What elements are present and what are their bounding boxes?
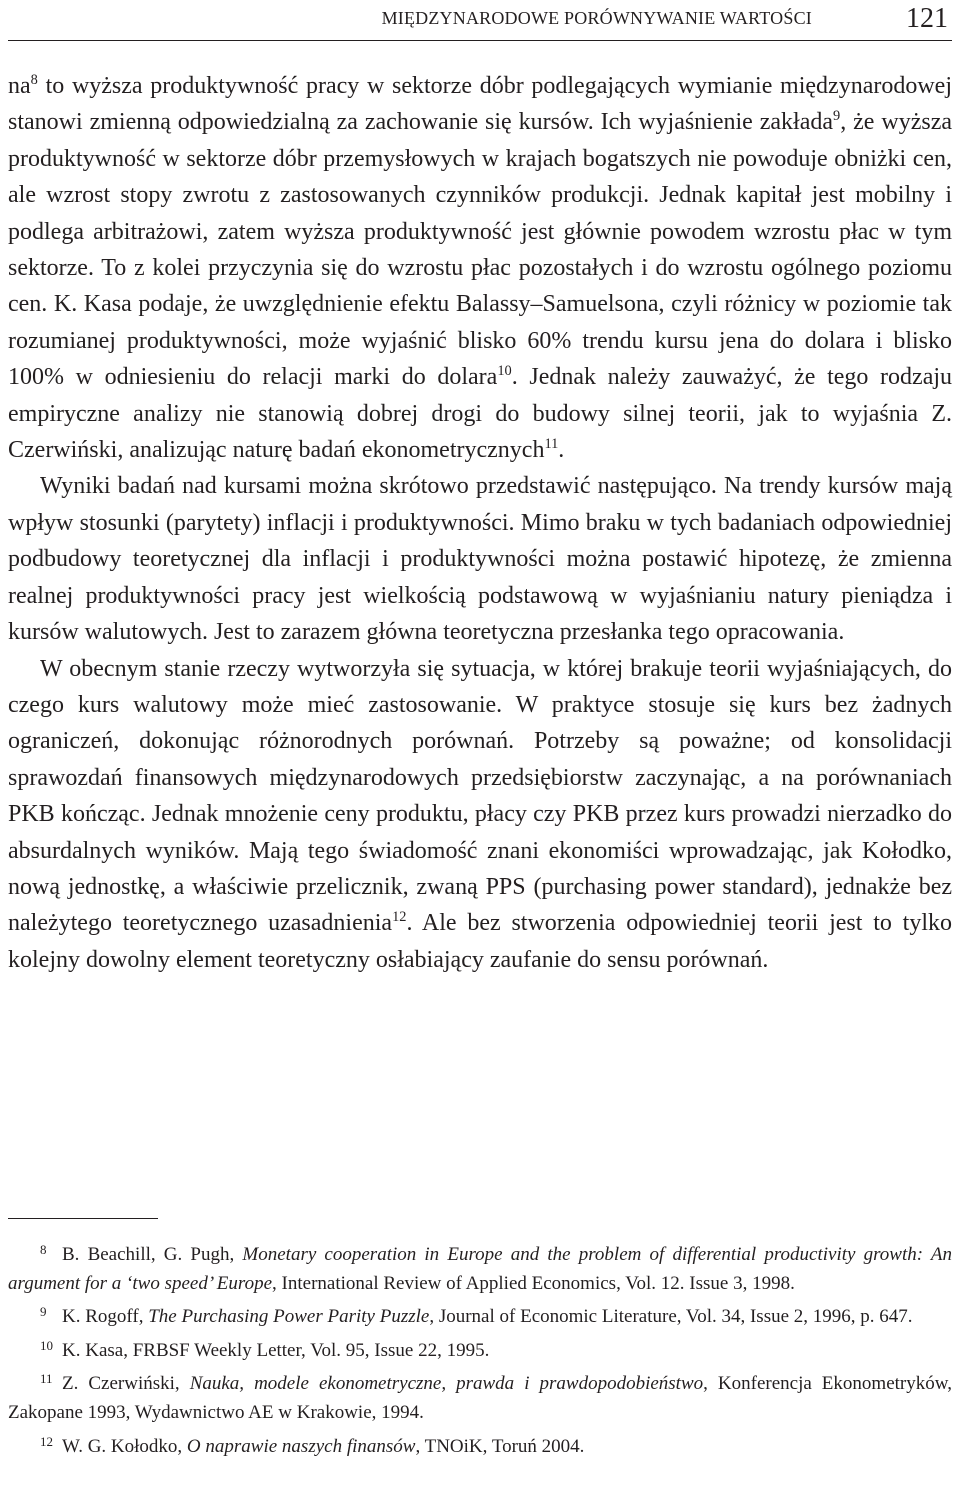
- paragraph-1-text-a: na: [8, 73, 31, 99]
- footnote-source: , Konferencja Ekonometryków, Zakopane 1993, Wydawnictwo AE w Krakowie, 1994.: [8, 1373, 952, 1423]
- footnote-author: W. G. Kołodko,: [62, 1435, 187, 1457]
- footnote-ref-8[interactable]: 8: [30, 72, 38, 88]
- paragraph-3: [8, 651, 952, 979]
- paragraph-1-text-e: .: [558, 437, 565, 464]
- footnote-11: [8, 1365, 952, 1427]
- paragraph-1-text-d: . Jednak należy zauważyć, że tego rodzaju empiryczne analizy nie stanowią dobrej drogi do budowy silnej teorii, jak to wyjaśnia Z. Czerwiński, analizując naturę badań ekonometrycznych: [8, 364, 953, 464]
- footnote-number: 8: [40, 1242, 47, 1257]
- paragraph-3-text-a: W obecnym stanie rzeczy wytworzyła się sytuacja, w której brakuje teorii wyjaśniających, do czego kurs walutowy może mieć zastosowanie. W praktyce stosuje się kurs bez żadnych ograniczeń, dokonując różnorodnych porównań. Potrzeby są poważne; od konsolidacji sprawozdań finansowych międzynarodowych przedsiębiorstw zaczynając, a na porównaniach PKB kończąc. Jednak mnożenie ceny produktu, płacy czy PKB przez kurs prowadzi nierzadko do absurdalnych wyników. Mają tego świadomość znani ekonomiści wprowadzając, jak Kołodko, nową jednostkę, a właściwie przelicznik, zwaną PPS (purchasing power standard), jednakże bez należytego teoretycznego uzasadnienia: [8, 655, 952, 937]
- footnote-author: B. Beachill, G. Pugh,: [62, 1244, 243, 1265]
- footnote-author: Z. Czerwiński,: [62, 1373, 190, 1395]
- paragraph-1-text-c: , że wyższa produktywność w sektorze dóbr przemysłowych w krajach bogatszych nie powoduje obniżki cen, ale wzrost stopy zwrotu z zastosowanych czynników produkcji. Jednak kapitał jest mobilny i podlega arbitrażowi, zatem wyższa produktywność jest głównie powodem wzrostu płac w tym sektorze. To z kolei przyczynia się do wzrostu płac pozostałych i do wzrostu ogólnego poziomu cen. K. Kasa podaje, że uwzględnienie efektu Balassy–Samuelsona, czyli różnicy w poziomie tak rozumianej produktywności, może wyjaśnić blisko 60% trendu kursu jena do dolara i blisko 100% w odniesieniu do relacji marki do dolara: [8, 109, 952, 391]
- paragraph-1: [8, 68, 952, 468]
- footnote-title: Monetary cooperation in Europe and the problem of differential productivity growth: An argument for a ‘two speed’ Europe: [8, 1244, 952, 1294]
- footnote-number: 12: [40, 1433, 53, 1449]
- footnote-source: , TNOiK, Toruń 2004.: [415, 1435, 585, 1457]
- footnote-title: Nauka, modele ekonometryczne, prawda i prawdopodobieństwo: [189, 1373, 704, 1395]
- footnote-author: K. Kasa, FRBSF Weekly Letter, Vol. 95, Issue 22, 1995.: [62, 1339, 490, 1361]
- footnote-ref-11[interactable]: 11: [544, 436, 559, 453]
- footnote-number: 11: [40, 1371, 53, 1387]
- footnote-source: , Journal of Economic Literature, Vol. 34, Issue 2, 1996, p. 647.: [429, 1306, 913, 1328]
- paragraph-3-text-b: . Ale bez stworzenia odpowiedniej teorii jest to tylko kolejny dowolny element teoretyczny osłabiający zaufanie do sensu porównań.: [8, 910, 952, 973]
- running-title: MIĘDZYNARODOWE PORÓWNYWANIE WARTOŚCI: [381, 8, 812, 28]
- footnote-9: [8, 1298, 952, 1332]
- footnote-title: O naprawie naszych finansów: [186, 1435, 416, 1457]
- footnotes: [8, 1236, 952, 1461]
- footnote-ref-9[interactable]: 9: [833, 108, 841, 125]
- footnote-number: 9: [40, 1304, 47, 1320]
- body-text: [8, 68, 952, 978]
- footnote-8: [8, 1236, 952, 1298]
- footnote-title: The Purchasing Power Parity Puzzle: [148, 1306, 430, 1328]
- footnote-10: [8, 1332, 952, 1366]
- footnote-ref-10[interactable]: 10: [497, 363, 512, 380]
- paragraph-2: Wyniki badań nad kursami można skrótowo przedstawić następująco. Na trendy kursów mają wpływ stosunki (parytety) inflacji i produktywności. Mimo braku w tych badaniach odpowiedniej podbudowy teoretycznej dla inflacji i produktywności można postawić hipotezę, że zmienna realnej produktywności pracy jest wielkością podstawową w wyjaśnianiu natury pieniądza i kursów walutowych. Jest to zarazem główna teoretyczna przesłanka tego opracowania.: [8, 473, 952, 646]
- footnote-source: , International Review of Applied Economics, Vol. 12. Issue 3, 1998.: [272, 1272, 795, 1294]
- page-number: 121: [906, 3, 948, 34]
- paragraph-1-text-b: to wyższa produktywność pracy w sektorze dóbr podlegających wymianie międzynarodowej stanowi zmienną odpowiedzialną za zachowanie się kursów. Ich wyjaśnienie zakłada: [8, 73, 952, 136]
- footnote-number: 10: [40, 1337, 53, 1353]
- footnote-12: [8, 1428, 952, 1462]
- footnote-ref-12[interactable]: 12: [392, 909, 407, 926]
- page-header: [8, 0, 952, 41]
- footnote-author: K. Rogoff,: [62, 1306, 149, 1328]
- footnote-separator: [8, 1218, 158, 1219]
